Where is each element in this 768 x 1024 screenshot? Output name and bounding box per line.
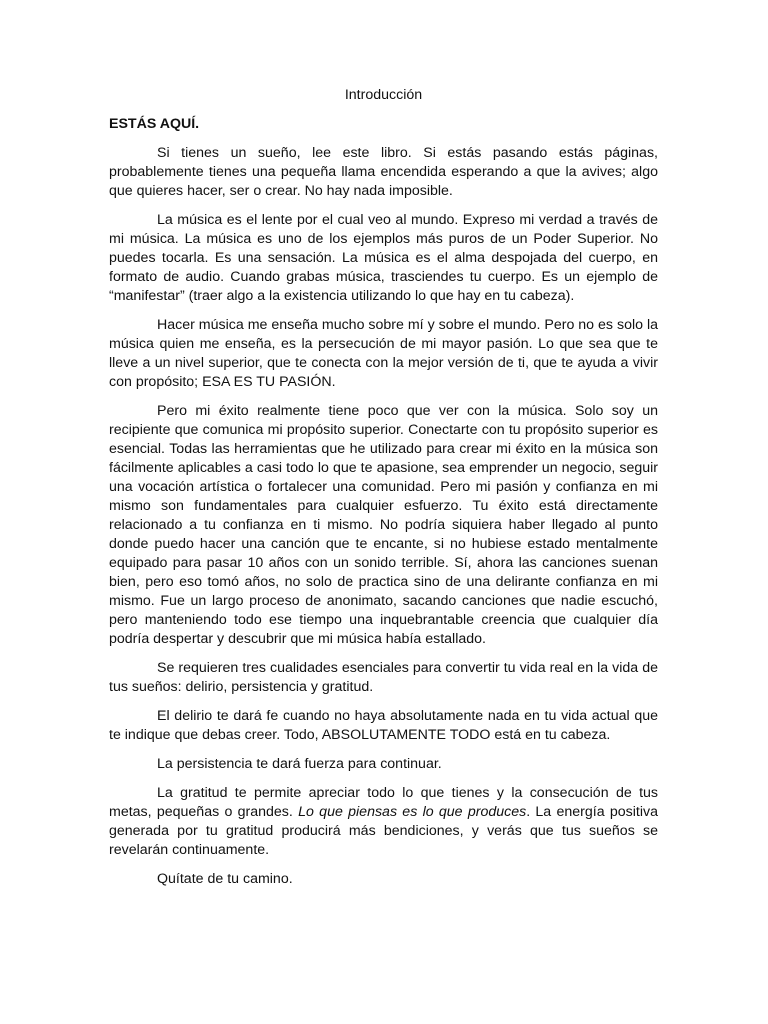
paragraph-5: Se requieren tres cualidades esenciales para convertir tu vida real en la vida de tus sueños: delirio, persistencia y gratitud. <box>109 660 658 695</box>
paragraph-gratitude <box>109 784 658 860</box>
paragraph-7: La persistencia te dará fuerza para continuar. <box>157 756 442 772</box>
paragraph-2: La música es el lente por el cual veo al mundo. Expreso mi verdad a través de mi música. La música es uno de los ejemplos más puros de un Poder Superior. No puedes tocarla. Es una sensación. La música es el alma despojada del cuerpo, en formato de audio. Cuando grabas música, trasciendes tu cuerpo. Es un ejemplo de “manifestar” (traer algo a la existencia utilizando lo que hay en tu cabeza). <box>109 212 658 304</box>
paragraph-3: Hacer música me enseña mucho sobre mí y sobre el mundo. Pero no es solo la música quien me enseña, es la persecución de mi mayor pasión. Lo que sea que te lleve a un nivel superior, que te conecta con la mejor versión de ti, que te ayuda a vivir con propósito; ESA ES TU PASIÓN. <box>109 317 658 390</box>
paragraph-6: El delirio te dará fe cuando no haya absolutamente nada en tu vida actual que te indique que debas creer. Todo, ABSOLUTAMENTE TODO está en tu cabeza. <box>109 708 658 743</box>
document-page <box>109 86 658 899</box>
gratitude-italic-phrase: Lo que piensas es lo que produces <box>298 804 527 820</box>
gratitude-text-before: La gratitud te permite apreciar todo lo que tienes y la consecución de tus metas, pequeñas o grandes. <box>109 785 658 820</box>
closing-line: Quítate de tu camino. <box>157 871 293 887</box>
paragraph-1: Si tienes un sueño, lee este libro. Si estás pasando estás páginas, probablemente tienes una pequeña llama encendida esperando a que la avives; algo que quieres hacer, ser o crear. No hay nada imposible. <box>109 145 658 199</box>
page-title: Introducción <box>344 87 423 103</box>
section-heading: ESTÁS AQUÍ. <box>109 116 200 132</box>
paragraph-4: Pero mi éxito realmente tiene poco que ver con la música. Solo soy un recipiente que comunica mi propósito superior. Conectarte con tu propósito superior es esencial. Todas las herramientas que he utilizado para crear mi éxito en la música son fácilmente aplicables a casi todo lo que te apasione, sea emprender un negocio, seguir una vocación artística o fortalecer una comunidad. Pero mi pasión y confianza en mi mismo son fundamentales para cualquier esfuerzo. Tu éxito está directamente relacionado a tu confianza en ti mismo. No podría siquiera haber llegado al punto donde puedo hacer una canción que te encante, si no hubiese estado mentalmente equipado para pasar 10 años con un sonido terrible. Sí, ahora las canciones suenan bien, pero eso tomó años, no solo de practica sino de una delirante confianza en mi mismo. Fue un largo proceso de anonimato, sacando canciones que nadie escuchó, pero manteniendo todo ese tiempo una inquebrantable creencia que cualquier día podría despertar y descubrir que mi música había estallado. <box>109 403 658 647</box>
gratitude-text-after: . La energía positiva generada por tu gratitud producirá más bendiciones, y verás que tus sueños se revelarán continuamente. <box>109 804 658 858</box>
